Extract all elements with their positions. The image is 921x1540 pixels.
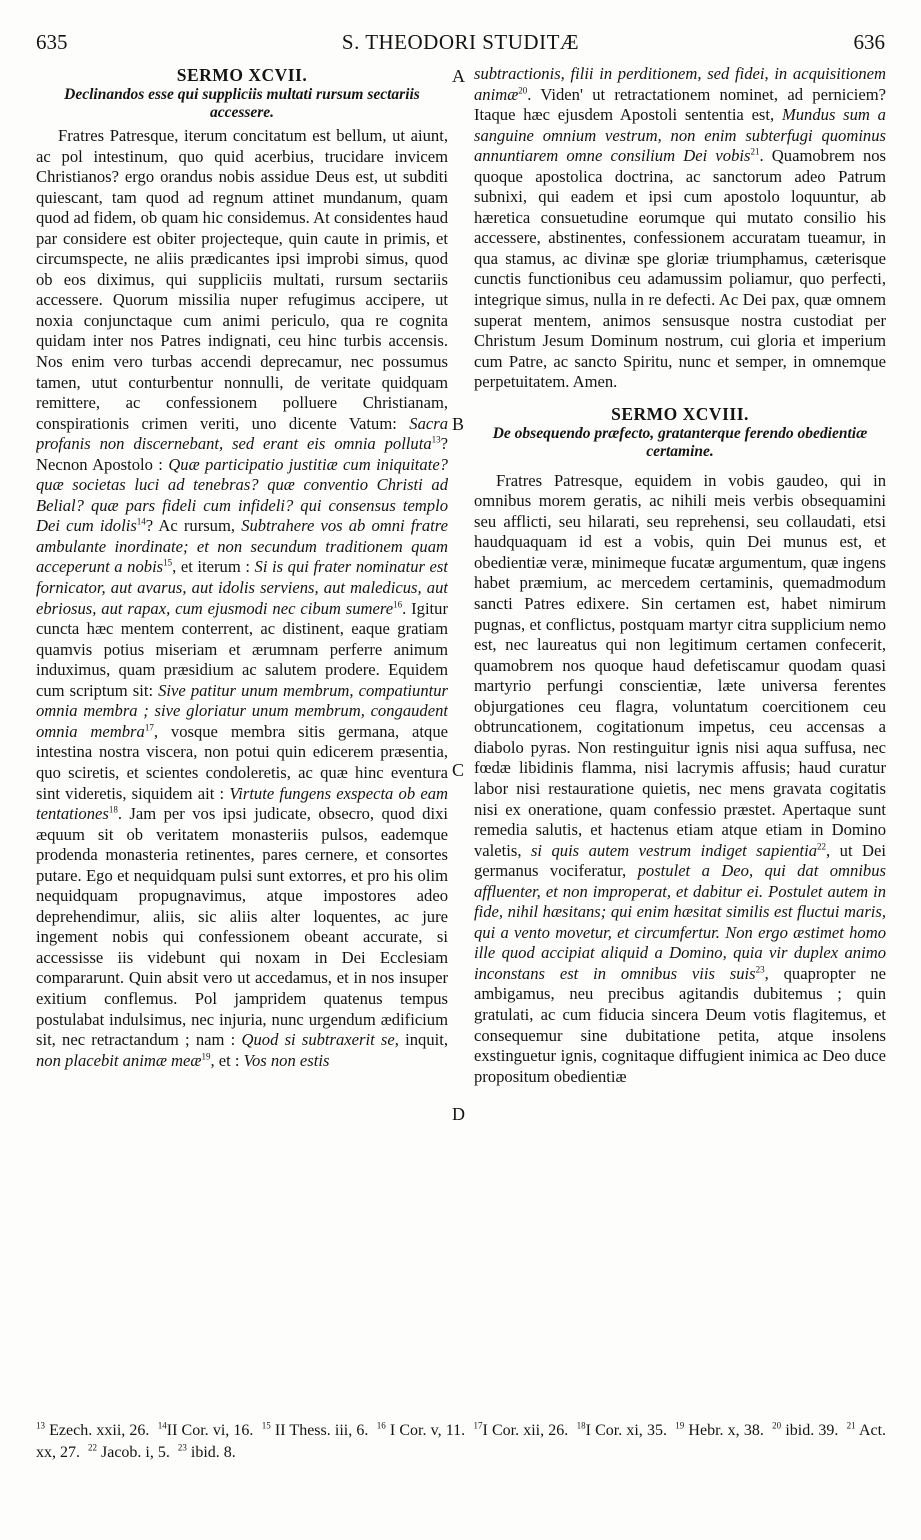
text-run: Fratres Patresque, equidem in vobis gaudeo, qui in omnibus morem geratis, ac nihili meis verbis obsequamini seu afflicti, seu hilarati, seu reprehensi, seu collaudati, etsi haudquaquam id est a vobis, quin Dei munus est, et obedientiæ veræ, minimeque fucatæ argumentum, quæ ingens habet præmium, ac mercedem certaminis, quemadmodum sancti Patres edixere. Sin certamen est, habet nimirum pugnas, et conflictus, postquam martyr citra supplicium nemo est, nec laureatus qui non legitimum certamen confecerit, quamobrem nos quoque haud defetiscamur quodam quasi martyrio perfungi conscientiæ, læte universa ferentes objurgationes ceu flagra, voluntatum coercitionem ceu obtruncationem, cogitationum impetus, ceu accensas a diabolo pyras. Non restinguitur ignis nisi aqua suffusa, nec fœdæ libidinis flamma, nisi lacrymis affusis; haud curatur labor nisi restauratione quietis, nec mens gravata cogitatis nisi ex oneratione, quam confessio præstet. Apertaque sunt remedia salutis, et hactenus etiam atque etiam in Domino valetis, (474, 470, 886, 860)
footnote-ref: 14 (136, 516, 146, 527)
sermon-heading: SERMO XCVII. (176, 65, 308, 85)
quotation: Vos non estis (243, 1050, 330, 1070)
sermon-subtitle: De obsequendo præfecto, gratanterque ferendo obedientiæ certamine. (492, 424, 868, 460)
margin-marker-d: D (452, 1104, 465, 1124)
quotation: Subtrahere vos ab omni fratre ambulante inordinate; et non secundum traditionem quam acceperunt a nobis (36, 516, 448, 577)
footnote-text: I Cor. xii, 26. (482, 1422, 569, 1439)
text-run: , inquit, (394, 1030, 448, 1050)
footnotes (36, 1420, 886, 1464)
footnote-text: I Cor. xi, 35. (585, 1422, 667, 1439)
footnote-number: 13 (36, 1420, 45, 1431)
text-run: ? Ac rursum, (145, 516, 236, 536)
footnote-text: Act. xx, 27. (36, 1422, 887, 1461)
footnote-text: ibid. 39. (785, 1422, 839, 1439)
footnote-number: 15 (261, 1420, 271, 1431)
footnote-ref: 22 (817, 841, 827, 852)
margin-marker-b: B (452, 414, 465, 434)
sermon-heading: SERMO XCVIII. (611, 403, 749, 424)
text-run: . Quamobrem nos quoque apostolica doctrina, ac sanctorum adeo Patrum subnixi, qui eadem et ipsi cum apostolo loquuntur, ab hæretica consuetudine eorumque qui mutato consilio his accessere, abstinentes, confessionem accuratam tueamur, in qua stamus, ac divinæ spe gloriæ triumphamus, cæterisque cunctis functionibus ceu adamussim poliamur, quo perfecti, integrique simus, nulla in re defecti. Ac Dei pax, quæ omnem superat mentem, animos sensusque nostra custodiat per Christum Jesum Dominum nostrum, cui gloria et imperium cum Patre, ac sancto Spiritu, nunc et semper, in omnemque perpetuitatem. Amen. (474, 146, 886, 392)
footnote-ref: 20 (518, 85, 528, 96)
sermon-paragraph-continued (474, 64, 886, 393)
footnote-number: 17 (473, 1420, 483, 1431)
footnote-number: 18 (576, 1420, 586, 1431)
sermon-paragraph (36, 126, 448, 1071)
footnote-ref: 19 (201, 1051, 211, 1062)
quotation: Virtute fungens exspecta ob eam tentationes (36, 783, 448, 824)
footnote-number: 21 (846, 1420, 856, 1431)
footnote-text: II Thess. iii, 6. (274, 1422, 369, 1439)
margin-marker-c: C (452, 760, 465, 780)
footnote-text: Hebr. x, 38. (688, 1422, 764, 1439)
quotation: Sacra profanis non discernebant, sed erant eis omnia polluta (36, 413, 448, 454)
text-run: . Viden' ut retractationem nominet, ad perniciem? Itaque hæc ejusdem Apostoli sententia est, (474, 84, 886, 125)
quotation: postulet a Deo, qui dat omnibus affluenter, et non improperat, et dabitur ei. Postulet autem in fide, nihil hæsitans; qui enim hæsitat similis est fluctui maris, qui a vento movetur, et circumfertur. Non ergo æstimet homo ille quod accipiat aliquid a Domino, quia vir duplex animo inconstans est in omnibus viis suis (474, 861, 886, 983)
left-column (36, 64, 448, 1071)
quotation: si quis autem vestrum indiget sapientia (530, 840, 818, 860)
sermon-paragraph (474, 471, 886, 1087)
footnote-ref: 16 (393, 599, 403, 610)
quotation: Sive patitur unum membrum, compatiuntur omnia membra ; sive gloriatur unum membrum, congaudent omnia membra (36, 680, 448, 741)
footnote-ref: 21 (750, 146, 760, 157)
text-run: ? Necnon Apostolo : (36, 434, 448, 474)
footnote-text: II Cor. vi, 16. (166, 1422, 254, 1439)
quotation: non placebit animæ meæ (36, 1050, 202, 1070)
quotation: Si is qui frater nominatur est fornicator, aut avarus, aut idolis serviens, aut maledicus, aut ebriosus, aut rapax, cum ejusmodi nec cibum sumere (36, 557, 448, 618)
page-number-right: 636 (853, 30, 885, 54)
margin-marker-a: A (452, 66, 465, 86)
quotation: Mundus sum a sanguine omnium vestrum, non enim subterfugi quominus annuntiarem omne consilium Dei vobis (474, 105, 886, 166)
text-run: . Jam per vos ipsi judicate, obsecro, quod dixi æquum sit ob veritatem monasteriis pulsos, eademque prodenda monasteria retinentes, pares cernere, et consortes putare. Ego et nequidquam pulsi sunt extorres, et pro his olim nequidquam propugnavimus, atque impostores adeo deprehendimur, aliis, sic aliis alter loquentes, ac jure ingement nobis qui confessionem obeant accurate, si accessisse iis videbunt qui noxam in Dei Ecclesiam compararunt. Quin absit vero ut accedamus, et in nos insuper exitium conflemus. Pol jampridem quatenus tempus postulabat indulsimus, nec injuria, nunc urgendum ædificium sit, nec retractandum ; nam : (36, 804, 448, 1050)
footnote-number: 16 (376, 1420, 386, 1431)
footnote-text: Jacob. i, 5. (101, 1444, 170, 1461)
quotation: Quæ participatio justitiæ cum iniquitate? quæ societas luci ad tenebras? quæ conventio Christi ad Belial? quæ pars fideli cum infideli? qui consensus templo Dei cum idolis (36, 454, 448, 536)
right-column (474, 64, 886, 1087)
text-run: . Igitur cuncta hæc mentem conterrent, ac distinent, eaque gratiam quamvis potius miseriam et ærumnam perferre animum induximus, quam præsidium ac salutem prodere. Equidem cum scriptum sit: (36, 598, 448, 700)
sermon-subtitle: Declinandos esse qui suppliciis multati rursum sectariis accessere. (64, 86, 420, 121)
text-run: , et iterum : (172, 557, 250, 577)
footnote-number: 14 (157, 1420, 167, 1431)
footnote-number: 22 (88, 1442, 97, 1453)
footnote-text: Ezech. xxii, 26. (49, 1422, 150, 1439)
text-run: , et : (210, 1050, 240, 1070)
footnote-text: ibid. 8. (190, 1444, 236, 1461)
footnote-ref: 23 (755, 964, 765, 975)
footnote-ref: 17 (144, 722, 154, 733)
page-number-left: 635 (36, 30, 68, 54)
footnote-ref: 13 (431, 434, 441, 445)
text-run: , quapropter ne ambigamus, neu precibus agitandis dubitemus ; quin gratulati, ac cum fiducia sincera Deum votis flagitemus, et consequemur sine dubitatione petita, atque insolens exstinguetur ignis, cognitaque diffugient inimica ac Deo duce propositum obedientiæ (474, 963, 886, 1086)
footnote-number: 23 (177, 1442, 187, 1453)
text-run: , ut Dei germanus vociferatur, (474, 840, 886, 881)
footnote-number: 19 (675, 1420, 685, 1431)
footnote-number: 20 (772, 1420, 782, 1431)
footnote-ref: 18 (108, 804, 118, 815)
running-title: S. THEODORI STUDITÆ (341, 30, 580, 54)
footnote-text: I Cor. v, 11. (389, 1422, 466, 1439)
running-header (36, 30, 885, 64)
quotation: Quod si subtraxerit se (241, 1030, 395, 1050)
quotation: subtractionis, filii in perditionem, sed fidei, in acquisitionem animæ (474, 64, 886, 104)
footnote-ref: 15 (163, 557, 173, 568)
text-run: , vosque membra sitis germana, atque intestina nostra viscera, non potui quin edicerem præsentia, quo sciretis, et scientes condoleretis, ac quæ hinc eventura sint videretis, siquidem ait : (36, 721, 448, 803)
text-run: Fratres Patresque, iterum concitatum est bellum, ut aiunt, ac pol intestinum, quo quid acerbius, trucidare invicem Christianos? ergo orandus nobis assidue Deus est, ut subditi quiescant, tam quod ad regnum attinet mundanum, quam quod ad fidem, ob quam hic considemus. At considentes haud par considere est obiter projecteque, quin caute in primis, et circumspecte, ne aliis prædicantes ipsi improbi simus, quod ob eos diximus, qui suppliciis multati, rursum sectariis accessere. Quorum missilia nuper refugimus accipere, ut noxia conjunctaque cum animi periculo, qua re cognita quidam inter nos Patres indignati, ceu hinc turbis accensis. Nos enim vero turbas accendi deprecamur, nec possumus tamen, utut conturbentur nonnulli, de veritate quidquam remittere, ac confessionem polluere Christianam, conspirationis crimen veriti, uno dicente Vatum: (36, 126, 448, 433)
